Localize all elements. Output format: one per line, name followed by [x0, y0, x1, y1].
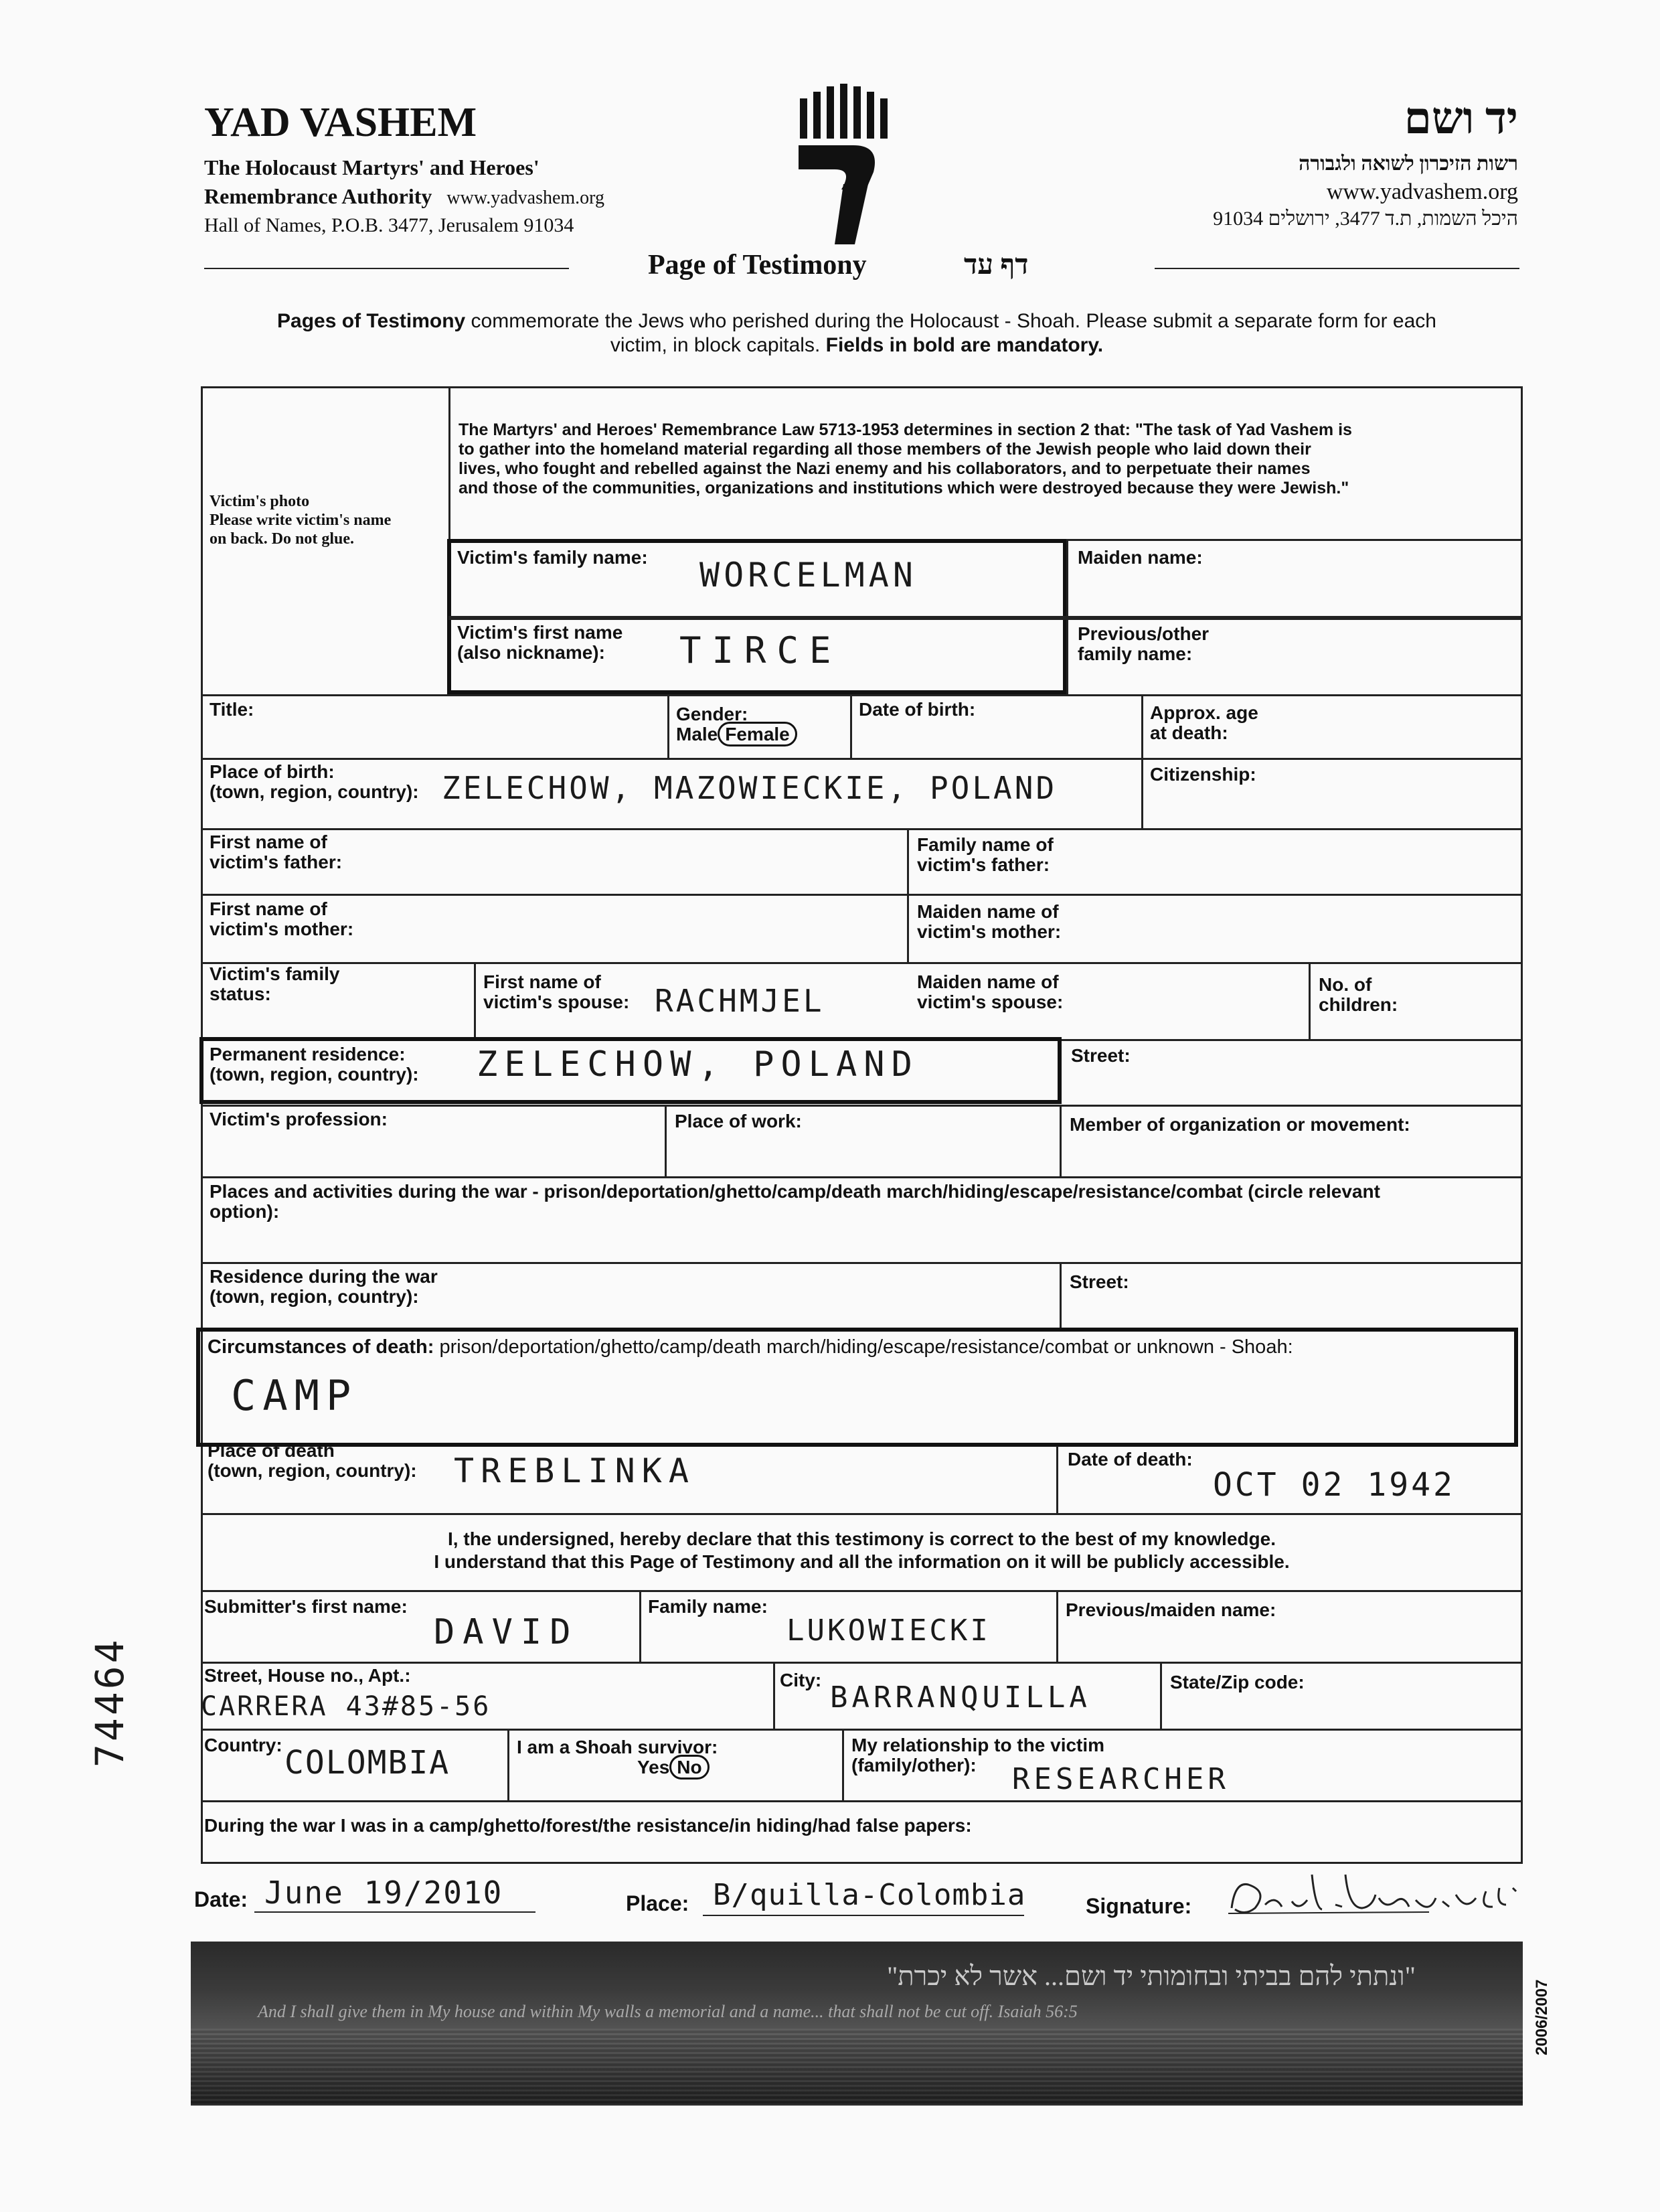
- father-first-label-2: victim's father:: [210, 852, 343, 872]
- photo-box: [210, 492, 391, 548]
- org-line-2: Remembrance Authority: [204, 184, 432, 208]
- place-label: Place:: [626, 1891, 689, 1915]
- prev-maiden-label: Previous/maiden name:: [1066, 1599, 1276, 1620]
- father-first-label-1: First name of: [210, 832, 327, 852]
- submitter-street-label: Street, House no., Apt.:: [204, 1665, 411, 1686]
- intro-text: [201, 309, 1513, 358]
- maiden-name-label: Maiden name:: [1078, 547, 1203, 568]
- website-left: www.yadvashem.org: [446, 187, 604, 208]
- prev-family-label: [1078, 624, 1209, 664]
- photo-note-1: Please write victim's name: [210, 511, 392, 529]
- circumstances-label-rest: prison/deportation/ghetto/camp/death march/hiding/escape/resistance/combat or unknown - Shoah:: [434, 1336, 1293, 1358]
- col-line: [1160, 1662, 1162, 1729]
- workplace-label: Place of work:: [675, 1111, 802, 1131]
- family-name-label: Victim's family name:: [457, 547, 648, 568]
- row-line: [448, 616, 1523, 620]
- city-value[interactable]: BARRANQUILLA: [830, 1680, 1091, 1715]
- hebrew-address: היכל השמות, ת.ד 3477, ירושלים 91034: [1213, 208, 1518, 230]
- banner-hebrew: "ונתתי להם בביתי ובחומותי יד ושם... אשר לא יכרת": [886, 1961, 1416, 1991]
- col-line: [1066, 539, 1068, 694]
- law-line-1: The Martyrs' and Heroes' Remembrance Law 5713-1953 determines in section 2 that: "The task of Yad Vashem is: [459, 420, 1352, 439]
- mother-first-label-2: victim's mother:: [210, 919, 354, 939]
- gender-label: [676, 704, 797, 744]
- law-line-2: to gather into the homeland material regarding all those members of the Jewish people who laid down their: [459, 440, 1311, 459]
- col-line: [773, 1662, 775, 1729]
- children-label: [1319, 975, 1398, 1015]
- survivor-yes-option[interactable]: Yes: [637, 1757, 670, 1778]
- col-line: [1056, 1446, 1058, 1513]
- war-residence-label-2: (town, region, country):: [210, 1286, 419, 1307]
- gender-label-text: Gender:: [676, 704, 748, 724]
- margin-note: 74464: [87, 1637, 133, 1767]
- pod-label: [208, 1441, 417, 1481]
- children-label-1: No. of: [1319, 974, 1372, 995]
- row-line: [201, 694, 1523, 696]
- residence-label: [210, 1044, 419, 1085]
- residence-label-1: Permanent residence:: [210, 1044, 406, 1064]
- first-name-label-1: Victim's first name: [457, 622, 623, 643]
- war-places-label-2: option):: [210, 1201, 280, 1222]
- state-zip-label: State/Zip code:: [1170, 1672, 1305, 1692]
- website-right: www.yadvashem.org: [1326, 179, 1518, 204]
- mother-first-label-1: First name of: [210, 898, 327, 919]
- declaration-line-1: I, the undersigned, hereby declare that this testimony is correct to the best of my knowledge.: [448, 1528, 1276, 1549]
- pod-value[interactable]: TREBLINKA: [454, 1451, 695, 1490]
- circumstances-label: [208, 1336, 1293, 1358]
- family-status-label-2: status:: [210, 983, 271, 1004]
- col-line: [639, 1590, 641, 1662]
- col-line: [665, 1105, 667, 1176]
- father-first-label: [210, 832, 342, 872]
- prev-family-label-2: family name:: [1078, 643, 1193, 664]
- date-underline: [254, 1911, 535, 1913]
- signature-label: Signature:: [1086, 1894, 1192, 1918]
- submitter-first-value[interactable]: DAVID: [434, 1612, 579, 1652]
- children-label-2: children:: [1319, 994, 1398, 1015]
- declaration: [201, 1528, 1523, 1573]
- submitter-family-label: Family name:: [648, 1596, 768, 1617]
- father-family-label: [917, 835, 1054, 875]
- mother-maiden-label: [917, 902, 1061, 942]
- banner-english: And I shall give them in My house and within My walls a memorial and a name... that shall not be cut off. Isaiah 56:5: [258, 2002, 1078, 2021]
- survivor-label: [517, 1737, 718, 1778]
- approx-age-label: [1150, 703, 1258, 743]
- edition-label: 2006/2007: [1533, 1979, 1551, 2055]
- family-status-label-1: Victim's family: [210, 963, 340, 984]
- mother-first-label: [210, 899, 353, 939]
- pob-label: [210, 762, 419, 802]
- col-line: [474, 962, 476, 1041]
- photo-label: Victim's photo: [210, 493, 310, 510]
- survivor-no-option[interactable]: No: [669, 1755, 709, 1780]
- war-places-label-1: Places and activities during the war - prison/deportation/ghetto/camp/death march/hiding/escape/resistance/combat (circle relevant: [210, 1181, 1380, 1202]
- intro-lead: Pages of Testimony: [277, 310, 466, 332]
- father-family-label-2: victim's father:: [917, 854, 1050, 875]
- law-line-3: lives, who fought and rebelled against the Nazi enemy and his collaborators, and to perpetuate their names: [459, 459, 1311, 478]
- submitter-family-value[interactable]: LUKOWIECKI: [786, 1613, 991, 1648]
- col-line: [850, 694, 852, 758]
- col-line: [1060, 1262, 1062, 1329]
- survivor-label-text: I am a Shoah survivor:: [517, 1737, 718, 1757]
- law-text: [459, 420, 1352, 498]
- col-line: [1056, 1590, 1058, 1662]
- place-value[interactable]: B/quilla-Colombia: [713, 1878, 1026, 1912]
- pob-value[interactable]: ZELECHOW, MAZOWIECKIE, POLAND: [442, 770, 1058, 806]
- gender-female-option[interactable]: Female: [718, 722, 797, 746]
- declaration-line-2: I understand that this Page of Testimony and all the information on it will be publicly accessible.: [434, 1551, 1290, 1572]
- row-line: [201, 1262, 1523, 1264]
- signature[interactable]: [1228, 1868, 1536, 1921]
- relationship-value[interactable]: RESEARCHER: [1012, 1762, 1230, 1796]
- org-address: Hall of Names, P.O.B. 3477, Jerusalem 91034: [204, 214, 574, 236]
- footer-banner: [191, 1942, 1523, 2106]
- pob-label-2: (town, region, country):: [210, 781, 419, 802]
- street-label: Street:: [1071, 1045, 1131, 1066]
- gender-male-option[interactable]: Male: [676, 724, 718, 744]
- form-title-hebrew: דף עד: [964, 250, 1029, 281]
- org-name: YAD VASHEM: [204, 100, 477, 145]
- family-name-value[interactable]: WORCELMAN: [699, 556, 917, 595]
- spouse-first-label-2: victim's spouse:: [483, 992, 630, 1012]
- approx-age-label-2: at death:: [1150, 722, 1228, 743]
- war-residence-label-1: Residence during the war: [210, 1266, 438, 1287]
- intro-line-2: victim, in block capitals.: [610, 334, 826, 356]
- prev-family-label-1: Previous/other: [1078, 623, 1210, 644]
- residence-value[interactable]: ZELECHOW, POLAND: [477, 1044, 919, 1085]
- col-line: [1309, 962, 1311, 1041]
- intro-mandatory-note: Fields in bold are mandatory.: [825, 334, 1104, 356]
- country-value[interactable]: COLOMBIA: [284, 1744, 450, 1782]
- intro-line-1: commemorate the Jews who perished during the Holocaust - Shoah. Please submit a separate form for each: [465, 310, 1436, 332]
- row-line: [201, 1513, 1523, 1515]
- mother-maiden-label-1: Maiden name of: [917, 901, 1059, 922]
- row-line: [201, 828, 1523, 830]
- pod-label-2: (town, region, country):: [208, 1460, 417, 1481]
- spouse-maiden-label-2: victim's spouse:: [917, 992, 1064, 1012]
- spouse-first-label: [483, 972, 629, 1012]
- war-street-label: Street:: [1070, 1271, 1129, 1292]
- mother-maiden-label-2: victim's mother:: [917, 921, 1062, 942]
- pod-label-1: Place of death: [208, 1440, 335, 1461]
- war-residence-label: [210, 1267, 438, 1307]
- war-places-label: [210, 1182, 1380, 1222]
- member-org-label: Member of organization or movement:: [1070, 1114, 1410, 1135]
- row-line: [201, 1105, 1523, 1107]
- col-line: [507, 1729, 509, 1800]
- circumstances-label-bold: Circumstances of death:: [208, 1336, 434, 1358]
- submitter-street-value[interactable]: CARRERA 43#85-56: [201, 1691, 491, 1722]
- org-subtitle: The Holocaust Martyrs' and Heroes': [204, 155, 540, 179]
- spouse-maiden-label: [917, 972, 1063, 1012]
- org-subtitle-2: [204, 184, 604, 209]
- row-line: [201, 1176, 1523, 1178]
- relationship-label-2: (family/other):: [851, 1755, 977, 1775]
- father-family-label-1: Family name of: [917, 834, 1054, 855]
- hebrew-org-line: רשות הזיכרון לשואה ולגבורה: [1299, 153, 1518, 175]
- place-underline: [703, 1915, 1024, 1916]
- yad-vashem-logo: [793, 84, 894, 248]
- header-rule-right: [1155, 268, 1519, 269]
- date-label: Date:: [194, 1887, 248, 1911]
- dod-label: Date of death:: [1068, 1449, 1193, 1470]
- during-war-label: During the war I was in a camp/ghetto/forest/the resistance/in hiding/had false papers:: [204, 1815, 972, 1836]
- family-status-label: [210, 964, 339, 1004]
- row-line: [201, 1590, 1523, 1592]
- date-value[interactable]: June 19/2010: [264, 1875, 503, 1911]
- col-line: [842, 1729, 844, 1800]
- col-line: [1060, 1105, 1062, 1176]
- col-line: [1141, 694, 1143, 828]
- header-rule-left: [204, 268, 569, 269]
- row-line: [201, 1662, 1523, 1664]
- col-line: [667, 694, 669, 758]
- city-label: City:: [780, 1670, 822, 1690]
- row-line: [201, 894, 1523, 896]
- spouse-first-label-1: First name of: [483, 971, 601, 992]
- profession-label: Victim's profession:: [210, 1109, 388, 1129]
- country-label: Country:: [204, 1735, 282, 1755]
- form-title: Page of Testimony: [648, 250, 867, 281]
- first-name-label-2: (also nickname):: [457, 642, 605, 663]
- first-name-value[interactable]: TIRCE: [679, 629, 842, 672]
- banner-streaks: [191, 2029, 1523, 2106]
- citizenship-label: Citizenship:: [1150, 764, 1256, 785]
- row-line: [201, 1729, 1523, 1731]
- residence-label-2: (town, region, country):: [210, 1064, 419, 1085]
- submitter-first-label: Submitter's first name:: [204, 1596, 408, 1617]
- first-name-label: [457, 623, 622, 663]
- row-line: [201, 962, 1523, 964]
- circumstances-value[interactable]: CAMP: [231, 1371, 358, 1420]
- hebrew-org-name: יד ושם: [1404, 94, 1518, 143]
- pob-label-1: Place of birth:: [210, 761, 335, 782]
- row-line: [201, 758, 1523, 760]
- approx-age-label-1: Approx. age: [1150, 702, 1258, 723]
- dod-value[interactable]: OCT 02 1942: [1213, 1466, 1455, 1504]
- title-label: Title:: [210, 699, 254, 720]
- photo-note-2: on back. Do not glue.: [210, 530, 355, 548]
- dob-label: Date of birth:: [859, 699, 976, 720]
- spouse-maiden-label-1: Maiden name of: [917, 971, 1059, 992]
- law-line-4: and those of the communities, organizations and institutions which were destroyed because they were Jewish.": [459, 479, 1349, 497]
- spouse-first-value[interactable]: RACHMJEL: [655, 983, 825, 1019]
- row-line: [201, 1800, 1523, 1802]
- relationship-label-1: My relationship to the victim: [851, 1735, 1105, 1755]
